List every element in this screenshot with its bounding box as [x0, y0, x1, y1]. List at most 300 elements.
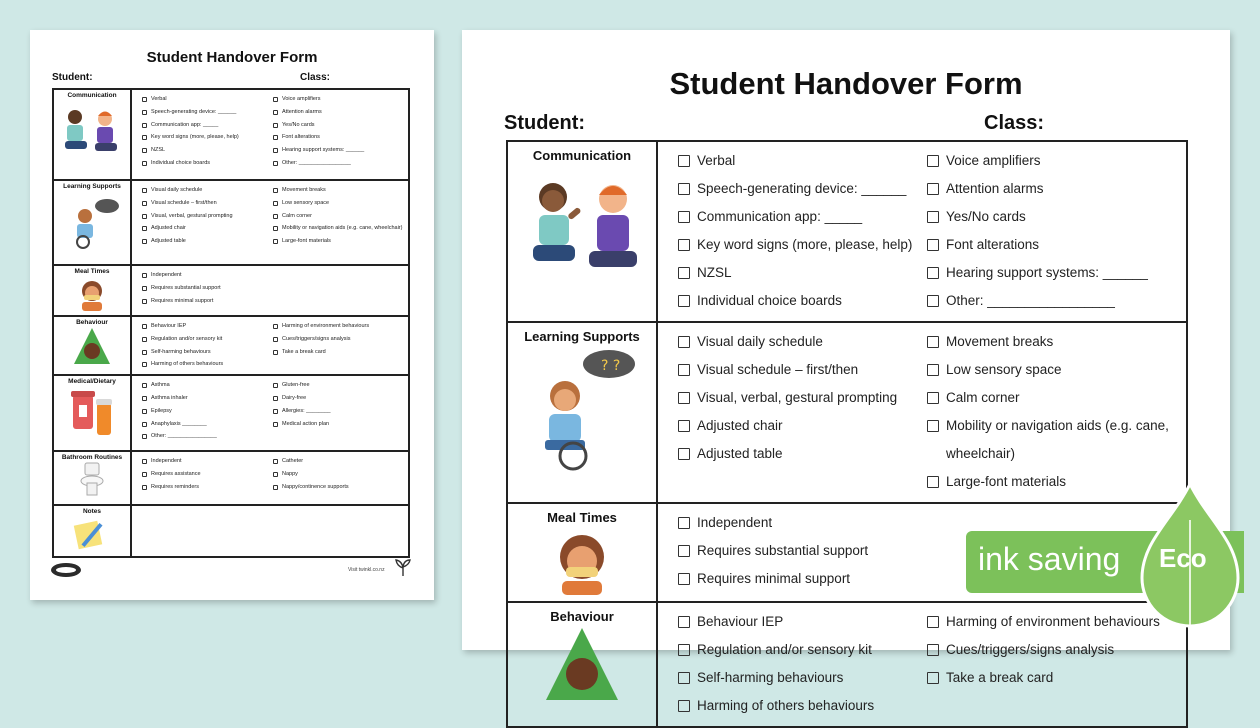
options-column-right [273, 455, 404, 493]
checkbox-option[interactable] [678, 412, 927, 440]
checkbox-option[interactable] [927, 175, 1176, 203]
checkbox-option[interactable] [927, 147, 1176, 175]
option-label: Other: _________________ [946, 293, 1115, 308]
checkbox-option[interactable] [678, 231, 927, 259]
checkbox[interactable] [273, 97, 278, 102]
section-label: Learning Supports [524, 329, 640, 344]
option-label: Harming of others behaviours [151, 361, 224, 368]
checkbox[interactable] [927, 364, 939, 376]
option-label: Requires reminders [151, 483, 199, 490]
options-column-left [678, 608, 927, 720]
option-label: Visual, verbal, gestural prompting [151, 212, 233, 219]
student-label: Student: [504, 112, 586, 134]
checkbox-option[interactable] [142, 333, 273, 346]
section-behaviour [53, 316, 409, 375]
checkbox[interactable] [142, 226, 147, 231]
checkbox-option[interactable] [273, 106, 404, 119]
option-label: Speech-generating device: ______ [151, 108, 237, 115]
toilet-illustration [77, 461, 107, 497]
option-label: Individual choice boards [151, 159, 211, 166]
checkbox[interactable] [678, 448, 690, 460]
checkbox-option[interactable] [678, 664, 927, 692]
checkbox-option[interactable] [273, 210, 404, 223]
checkbox[interactable] [142, 214, 147, 219]
checkbox-option[interactable] [142, 235, 273, 248]
child-triangle-illustration [72, 326, 112, 366]
option-label: Key word signs (more, please, help) [151, 134, 239, 141]
option-label: Requires assistance [151, 470, 201, 477]
option-label: Adjusted chair [697, 418, 783, 433]
checkbox[interactable] [678, 420, 690, 432]
option-label: Large-font materials [282, 238, 331, 245]
checkbox-option[interactable] [142, 222, 273, 235]
section-label: Medical/Dietary [68, 378, 116, 386]
option-label: Low sensory space [946, 362, 1062, 377]
checkbox-option[interactable] [273, 468, 404, 481]
checkbox-option[interactable] [142, 379, 273, 392]
option-label: Anaphylaxis ________ [151, 420, 207, 427]
option-label: Regulation and/or sensory kit [697, 642, 872, 657]
thinking-child-illustration [517, 344, 647, 474]
class-label: Class: [984, 112, 1045, 134]
options-column-left [142, 93, 273, 170]
checkbox-option[interactable] [927, 664, 1176, 692]
checkbox[interactable] [273, 396, 278, 401]
options-column-right [273, 269, 404, 307]
option-label: Visual daily schedule [151, 187, 203, 193]
class-label: Class: [300, 72, 331, 83]
option-label: Allergies: ________ [282, 407, 331, 414]
checkbox-option[interactable] [927, 287, 1176, 315]
checkbox-option[interactable] [142, 106, 273, 119]
checkbox-option[interactable] [142, 346, 273, 359]
options-column-left [142, 184, 273, 248]
option-label: Adjusted table [151, 238, 186, 245]
checkbox-option[interactable] [678, 147, 927, 175]
checkbox-option[interactable] [142, 320, 273, 333]
checkbox-option[interactable] [273, 197, 404, 210]
option-label: Low sensory space [282, 199, 330, 206]
checkbox-option[interactable] [678, 259, 927, 287]
section-label: Behaviour [550, 609, 614, 624]
section-learning-supports [507, 322, 1187, 503]
checkbox-option[interactable] [927, 259, 1176, 287]
checkbox-option[interactable] [678, 509, 927, 537]
options-column-right [927, 328, 1176, 496]
checkbox[interactable] [273, 485, 278, 490]
checkbox[interactable] [273, 214, 278, 219]
option-label: Visual schedule – first/then [151, 199, 217, 206]
checkbox[interactable] [142, 362, 147, 367]
checkbox[interactable] [273, 226, 278, 231]
checkbox-option[interactable] [142, 210, 273, 223]
options-grid [678, 147, 1176, 315]
page-title: Student Handover Form [669, 66, 1023, 101]
checkbox[interactable] [927, 616, 939, 628]
eco-label: Eco [1159, 543, 1207, 573]
options-grid [678, 608, 1176, 720]
option-label: Attention alarms [282, 108, 322, 115]
option-label: Independent [151, 272, 182, 278]
options-column-left [142, 320, 273, 371]
section-notes [53, 505, 409, 557]
checkbox[interactable] [678, 517, 690, 529]
child-eating-illustration [542, 525, 622, 595]
checkbox[interactable] [142, 485, 147, 490]
checkbox-option[interactable] [273, 481, 404, 494]
checkbox[interactable] [678, 239, 690, 251]
checkbox-option[interactable] [142, 131, 273, 144]
checkbox[interactable] [142, 286, 147, 291]
options-column-left [678, 509, 927, 593]
checkbox[interactable] [678, 295, 690, 307]
checkbox[interactable] [678, 573, 690, 585]
checkbox[interactable] [142, 459, 147, 464]
section-behaviour [507, 602, 1187, 727]
option-label: Verbal [151, 96, 167, 102]
checkbox-option[interactable] [678, 565, 927, 593]
checkbox[interactable] [142, 273, 147, 278]
section-label: Meal Times [74, 268, 110, 275]
checkbox[interactable] [142, 422, 147, 427]
option-label: Self-harming behaviours [151, 348, 211, 355]
checkbox[interactable] [273, 337, 278, 342]
checkbox-option[interactable] [273, 184, 404, 197]
children-signing-illustration [57, 99, 127, 159]
checkbox-option[interactable] [142, 295, 273, 308]
checkbox[interactable] [142, 148, 147, 153]
checkbox-option[interactable] [273, 455, 404, 468]
section-medical-dietary [53, 375, 409, 451]
option-label: Independent [697, 515, 773, 530]
option-label: Key word signs (more, please, help) [697, 237, 913, 252]
checkbox[interactable] [142, 396, 147, 401]
checkbox[interactable] [142, 472, 147, 477]
checkbox[interactable] [273, 110, 278, 115]
child-eating-illustration [72, 275, 112, 311]
checkbox[interactable] [142, 434, 147, 439]
option-label: Verbal [697, 153, 736, 168]
brand-logo [50, 562, 82, 578]
checkbox-option[interactable] [142, 119, 273, 132]
options-column-left [142, 379, 273, 443]
checkbox-option[interactable] [273, 235, 404, 248]
section-label: Notes [82, 508, 102, 516]
checkbox-option[interactable] [273, 405, 404, 418]
checkbox[interactable] [142, 324, 147, 329]
footer-text: Visit twinkl.co.nz [348, 567, 385, 573]
section-learning-supports [53, 180, 409, 265]
checkbox[interactable] [927, 267, 939, 279]
checkbox[interactable] [273, 472, 278, 477]
checkbox[interactable] [927, 420, 939, 432]
option-label: Movement breaks [946, 334, 1054, 349]
checkbox-option[interactable] [142, 418, 273, 431]
handover-table [506, 140, 1188, 728]
checkbox-option[interactable] [142, 468, 273, 481]
plant-logo-icon [394, 558, 412, 578]
checkbox[interactable] [927, 239, 939, 251]
option-label: Other: ________________ [151, 433, 217, 440]
option-label: Other: _________________ [282, 159, 351, 166]
section-label: Bathroom Routines [61, 454, 123, 462]
checkbox[interactable] [273, 422, 278, 427]
checkbox[interactable] [273, 161, 278, 166]
option-label: Visual, verbal, gestural prompting [697, 390, 898, 405]
checkbox[interactable] [927, 155, 939, 167]
checkbox-option[interactable] [273, 379, 404, 392]
option-label: Catheter [282, 458, 304, 465]
checkbox[interactable] [142, 97, 147, 102]
option-label: Hearing support systems: ______ [282, 147, 365, 154]
checkbox[interactable] [142, 110, 147, 115]
options-column-right [273, 379, 404, 443]
option-label: Dairy-free [282, 394, 307, 401]
checkbox[interactable] [678, 183, 690, 195]
checkbox[interactable] [678, 155, 690, 167]
options-grid [142, 320, 404, 371]
option-label: Asthma [151, 382, 170, 389]
section-communication [507, 141, 1187, 322]
checkbox-option[interactable] [273, 131, 404, 144]
thumbnail-page [30, 30, 434, 600]
checkbox[interactable] [678, 211, 690, 223]
options-column-right [273, 184, 404, 248]
checkbox[interactable] [142, 239, 147, 244]
section-label: Meal Times [547, 510, 617, 525]
checkbox[interactable] [273, 148, 278, 153]
checkbox-option[interactable] [273, 392, 404, 405]
option-label: Communication app: _____ [151, 121, 219, 128]
checkbox[interactable] [678, 545, 690, 557]
checkbox-option[interactable] [142, 184, 273, 197]
options-grid [142, 455, 404, 493]
option-label: Individual choice boards [697, 293, 842, 308]
option-label: Visual schedule – first/then [697, 362, 859, 377]
option-label: Voice amplifiers [282, 96, 321, 102]
checkbox-option[interactable] [142, 197, 273, 210]
handover-table [52, 88, 410, 558]
option-label: Requires minimal support [697, 571, 851, 586]
checkbox-option[interactable] [678, 356, 927, 384]
checkbox-option[interactable] [142, 144, 273, 157]
checkbox-option[interactable] [273, 333, 404, 346]
section-label: Behaviour [76, 319, 108, 326]
option-label: NZSL [697, 265, 732, 280]
options-column-left [678, 147, 927, 315]
checkbox-option[interactable] [273, 346, 404, 359]
option-label: Calm corner [946, 390, 1020, 405]
checkbox-option[interactable] [142, 157, 273, 170]
checkbox[interactable] [273, 383, 278, 388]
option-label: Visual daily schedule [697, 334, 823, 349]
checkbox-option[interactable] [678, 537, 927, 565]
checkbox[interactable] [273, 459, 278, 464]
checkbox[interactable] [927, 295, 939, 307]
checkbox-option[interactable] [678, 440, 927, 468]
checkbox[interactable] [142, 161, 147, 166]
checkbox-option[interactable] [678, 287, 927, 315]
option-label: Yes/No cards [282, 121, 315, 128]
option-label: Regulation and/or sensory kit [151, 335, 223, 342]
option-label: Medical action plan [282, 420, 330, 427]
checkbox-option[interactable] [273, 418, 404, 431]
option-label: Harming of environment behaviours [946, 614, 1160, 629]
checkbox[interactable] [678, 644, 690, 656]
option-label: Mobility or navigation aids (e.g. cane, wheelchair) [946, 418, 1169, 461]
checkbox-option[interactable] [142, 93, 273, 106]
option-label: Movement breaks [282, 187, 326, 193]
checkbox-option[interactable] [927, 231, 1176, 259]
checkbox[interactable] [142, 123, 147, 128]
checkbox[interactable] [273, 324, 278, 329]
option-label: Harming of environment behaviours [282, 323, 370, 329]
section-label: Learning Supports [63, 183, 121, 190]
checkbox-option[interactable] [142, 269, 273, 282]
option-label: Mobility or navigation aids (e.g. cane, wheelchair) [282, 225, 403, 232]
page-title: Student Handover Form [146, 49, 318, 66]
option-label: Voice amplifiers [946, 153, 1041, 168]
checkbox[interactable] [678, 616, 690, 628]
section-label: Communication [532, 148, 632, 163]
thinking-child-illustration [57, 190, 127, 250]
option-label: Independent [151, 458, 182, 465]
checkbox-option[interactable] [678, 175, 927, 203]
option-label: Attention alarms [946, 181, 1044, 196]
medicine-illustration [67, 385, 117, 441]
option-label: Cues/triggers/signs analysis [946, 642, 1115, 657]
checkbox[interactable] [142, 337, 147, 342]
option-label: Behaviour IEP [151, 323, 187, 329]
checkbox-option[interactable] [927, 328, 1176, 356]
option-label: Harming of others behaviours [697, 698, 875, 713]
option-label: NZSL [151, 147, 166, 154]
option-label: Requires substantial support [697, 543, 869, 558]
checkbox[interactable] [142, 201, 147, 206]
section-bathroom-routines [53, 451, 409, 505]
option-label: Font alterations [282, 134, 320, 141]
options-grid [142, 269, 404, 307]
checkbox[interactable] [273, 239, 278, 244]
checkbox-option[interactable] [273, 320, 404, 333]
ink-saving-label: ink saving [978, 541, 1121, 577]
checkbox-option[interactable] [927, 636, 1176, 664]
checkbox-option[interactable] [142, 430, 273, 443]
svg-text:? ?: ? ? [601, 358, 621, 374]
checkbox[interactable] [927, 392, 939, 404]
option-label: Communication app: _____ [697, 209, 863, 224]
checkbox[interactable] [273, 188, 278, 193]
checkbox[interactable] [142, 350, 147, 355]
options-column-right [273, 93, 404, 170]
checkbox-option[interactable] [678, 692, 927, 720]
option-label: Cues/triggers/signs analysis [282, 335, 351, 342]
checkbox-option[interactable] [927, 384, 1176, 412]
checkbox[interactable] [678, 672, 690, 684]
checkbox[interactable] [927, 336, 939, 348]
option-label: Nappy/continence supports [282, 483, 349, 490]
checkbox[interactable] [273, 135, 278, 140]
checkbox[interactable] [678, 392, 690, 404]
checkbox[interactable] [927, 183, 939, 195]
checkbox-option[interactable] [142, 481, 273, 494]
checkbox[interactable] [273, 409, 278, 414]
checkbox-option[interactable] [142, 358, 273, 371]
checkbox-option[interactable] [142, 282, 273, 295]
option-label: Gluten-free [282, 382, 310, 389]
checkbox[interactable] [142, 383, 147, 388]
option-label: Calm corner [282, 212, 312, 219]
option-label: Yes/No cards [946, 209, 1026, 224]
checkbox-option[interactable] [678, 328, 927, 356]
option-label: Adjusted table [697, 446, 783, 461]
option-label: Self-harming behaviours [697, 670, 844, 685]
option-label: Speech-generating device: ______ [697, 181, 907, 196]
checkbox[interactable] [678, 364, 690, 376]
checkbox-option[interactable] [273, 144, 404, 157]
checkbox-option[interactable] [678, 608, 927, 636]
checkbox-option[interactable] [678, 636, 927, 664]
options-grid [142, 379, 404, 443]
options-column-left [142, 455, 273, 493]
option-label: Epilepsy [151, 407, 172, 414]
checkbox-option[interactable] [142, 392, 273, 405]
checkbox-option[interactable] [927, 412, 1176, 468]
checkbox[interactable] [273, 350, 278, 355]
section-communication [53, 89, 409, 180]
checkbox[interactable] [927, 644, 939, 656]
checkbox-option[interactable] [927, 203, 1176, 231]
children-signing-illustration [517, 163, 647, 293]
options-column-left [678, 328, 927, 496]
checkbox[interactable] [273, 123, 278, 128]
checkbox[interactable] [678, 700, 690, 712]
checkbox[interactable] [678, 336, 690, 348]
checkbox[interactable] [927, 211, 939, 223]
checkbox-option[interactable] [142, 455, 273, 468]
checkbox[interactable] [142, 299, 147, 304]
option-label: Take a break card [282, 348, 326, 355]
options-grid [142, 93, 404, 170]
option-label: Nappy [282, 470, 298, 477]
checkbox-option[interactable] [927, 356, 1176, 384]
student-label: Student: [52, 72, 93, 83]
checkbox-option[interactable] [273, 119, 404, 132]
option-label: Large-font materials [946, 474, 1067, 489]
child-triangle-illustration [542, 624, 622, 704]
checkbox-option[interactable] [678, 384, 927, 412]
options-column-right [927, 147, 1176, 315]
checkbox-option[interactable] [273, 222, 404, 235]
options-column-left [142, 269, 273, 307]
checkbox[interactable] [927, 476, 939, 488]
checkbox[interactable] [142, 188, 147, 193]
checkbox-option[interactable] [273, 93, 404, 106]
notepad-pencil-illustration [70, 515, 114, 551]
checkbox[interactable] [927, 672, 939, 684]
checkbox[interactable] [142, 135, 147, 140]
options-column-right [273, 320, 404, 371]
options-grid [678, 328, 1176, 496]
section-meal-times [53, 265, 409, 316]
checkbox-option[interactable] [273, 157, 404, 170]
checkbox-option[interactable] [678, 203, 927, 231]
option-label: Requires minimal support [151, 297, 214, 304]
checkbox-option[interactable] [142, 405, 273, 418]
checkbox[interactable] [678, 267, 690, 279]
checkbox[interactable] [273, 201, 278, 206]
checkbox[interactable] [142, 409, 147, 414]
